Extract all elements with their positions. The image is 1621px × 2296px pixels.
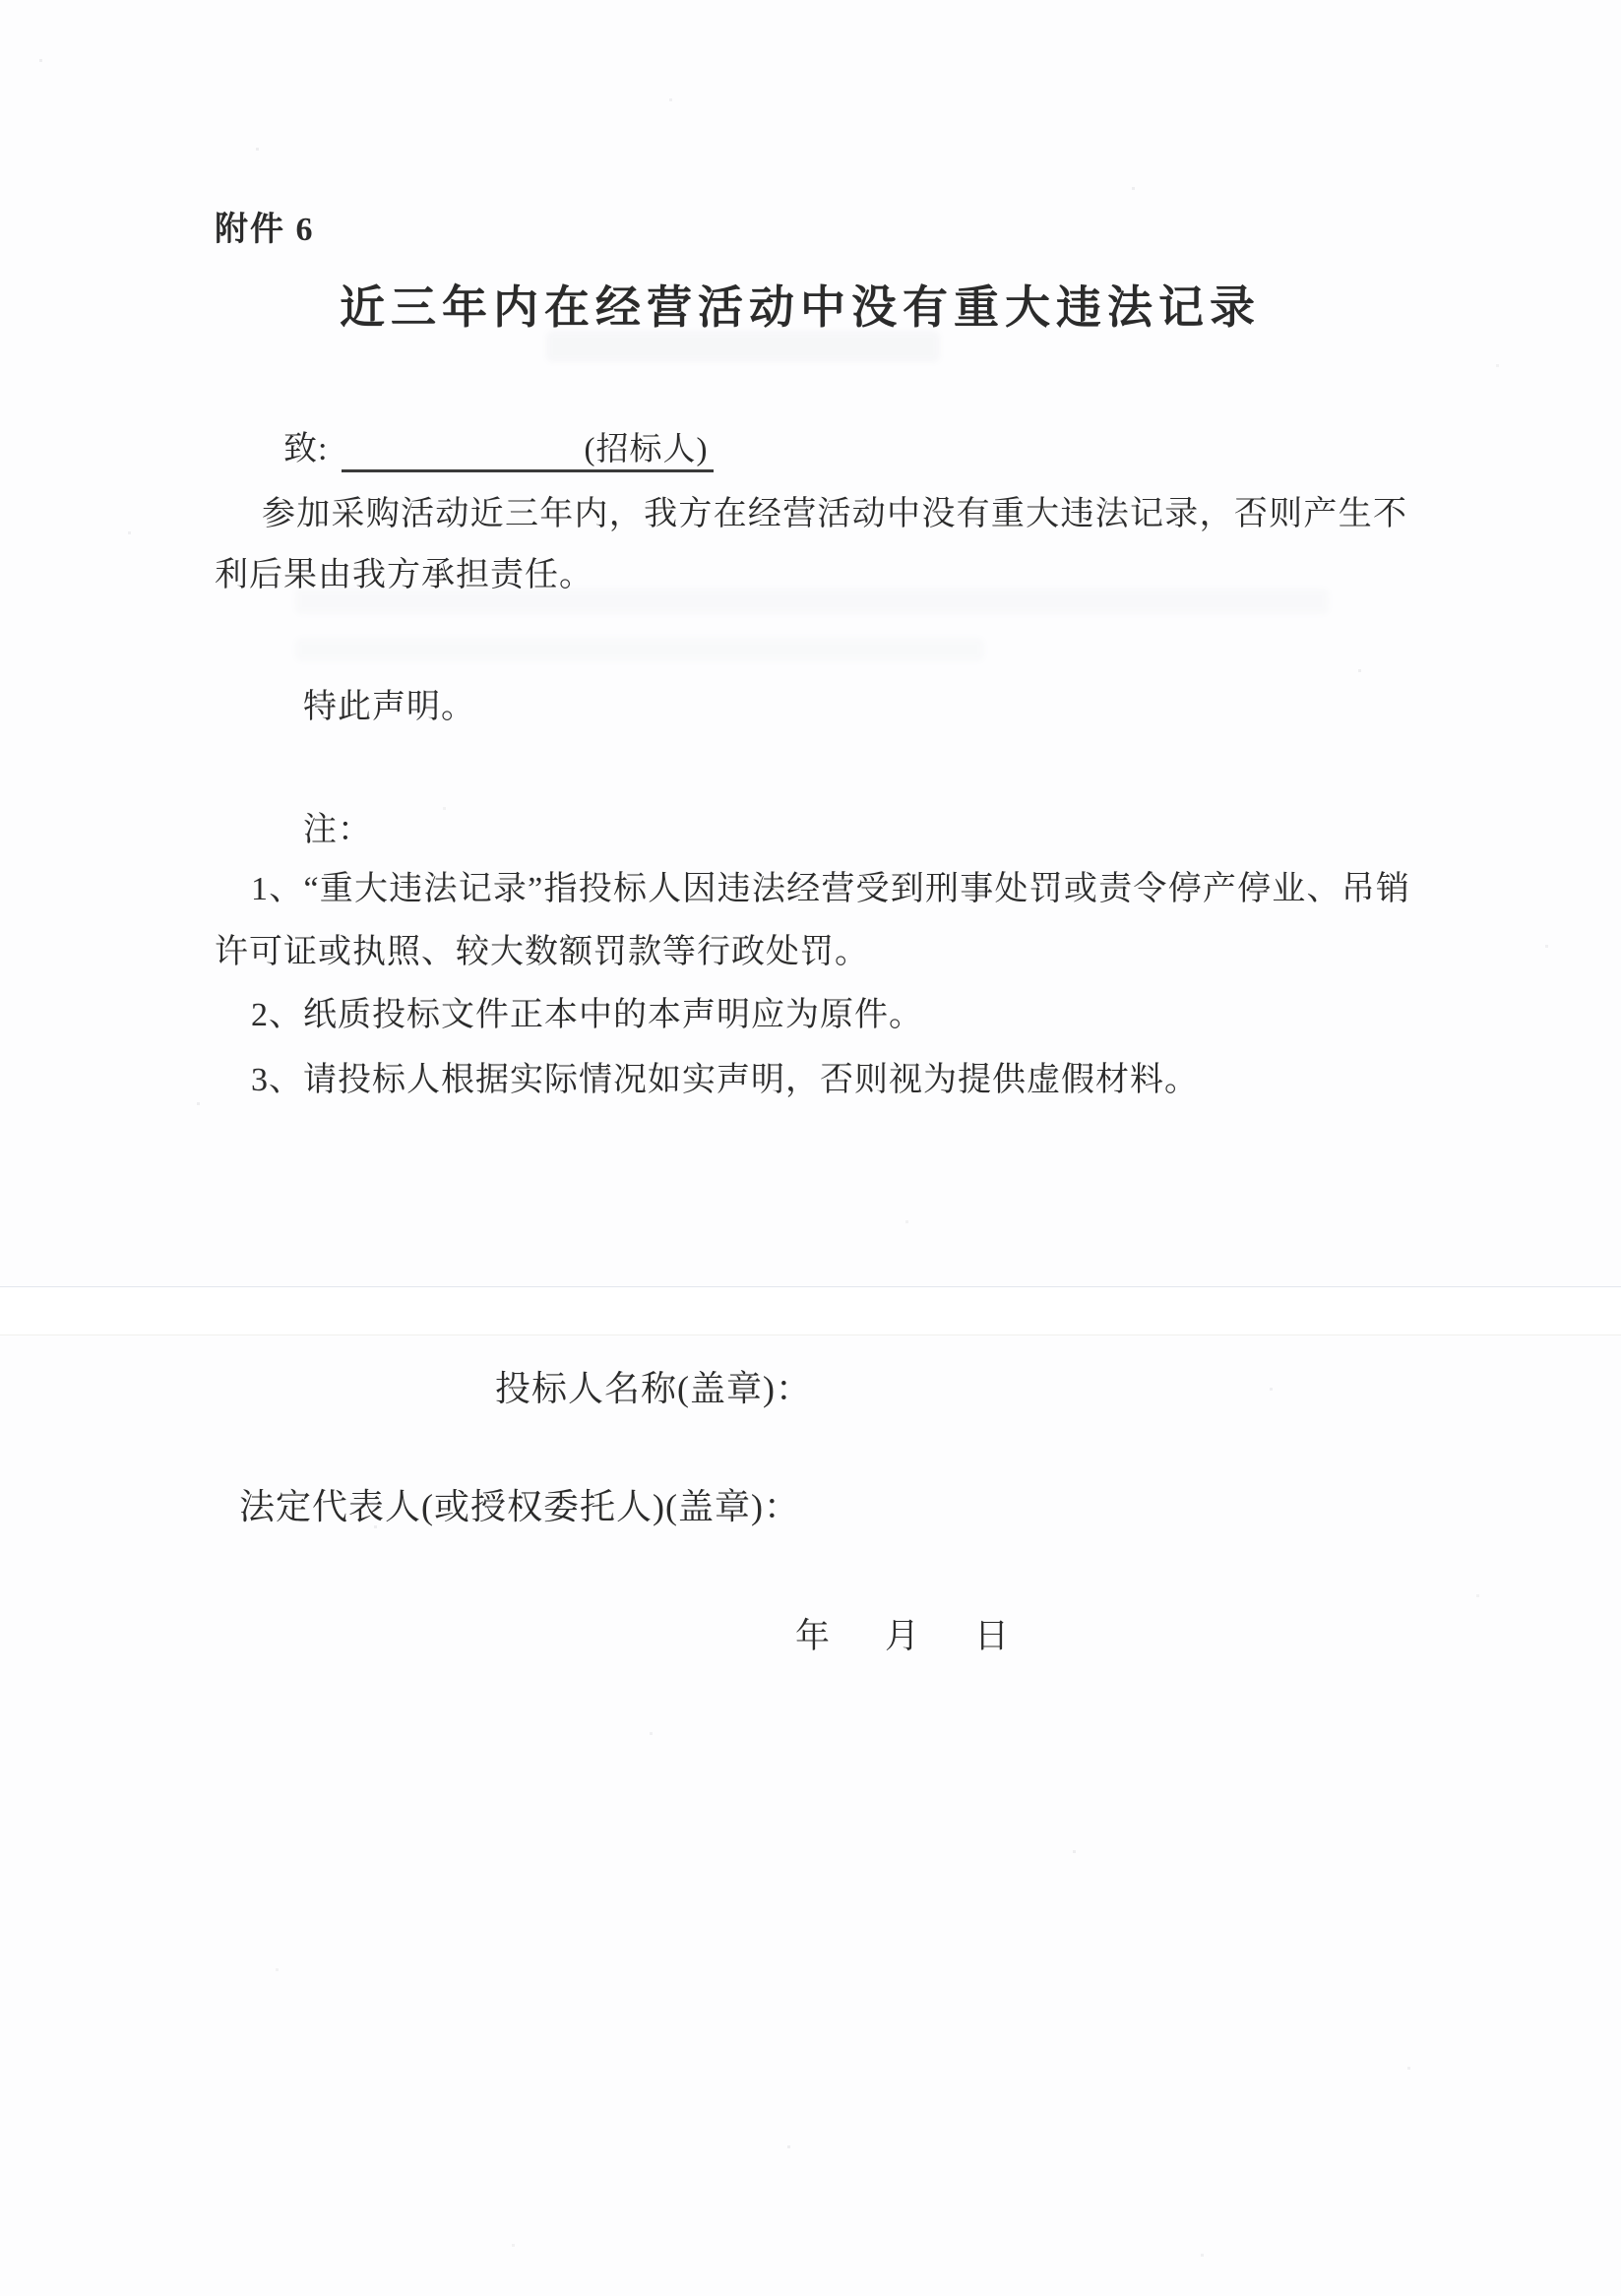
- note-item-2: 2、纸质投标文件正本中的本声明应为原件。: [251, 997, 923, 1033]
- scan-seam-band: [0, 1286, 1621, 1335]
- notes-label: 注：: [303, 812, 372, 848]
- date-line: [795, 1609, 1009, 1658]
- date-day-label: 日: [974, 1617, 1010, 1655]
- scan-noise-speckles: [39, 59, 42, 62]
- legal-representative-signature-label: 法定代表人(或授权委托人)(盖章)：: [239, 1487, 800, 1526]
- salutation-to-label: 致:: [283, 431, 329, 467]
- bidder-name-signature-label: 投标人名称(盖章)：: [495, 1369, 812, 1408]
- recipient-blank-line: (招标人): [342, 423, 714, 472]
- note-item-3: 3、请投标人根据实际情况如实声明，否则视为提供虚假材料。: [251, 1062, 1199, 1098]
- bleedthrough-ghost: [295, 638, 984, 661]
- date-month-label: 月: [885, 1617, 920, 1655]
- statement-line: 特此声明。: [303, 689, 475, 725]
- attachment-label: 附件 6: [215, 212, 315, 248]
- document-title: 近三年内在经营活动中没有重大违法记录: [340, 282, 1261, 333]
- note-item-1: 1、“重大违法记录”指投标人因违法经营受到刑事处罚或责令停产停业、吊销许可证或执照、较大数额罚款等行政处罚。: [215, 871, 1410, 970]
- salutation-line: [283, 421, 714, 472]
- declaration-paragraph: 参加采购活动近三年内，我方在经营活动中没有重大违法记录，否则产生不利后果由我方承担责任。: [215, 496, 1407, 593]
- date-year-label: 年: [795, 1617, 831, 1655]
